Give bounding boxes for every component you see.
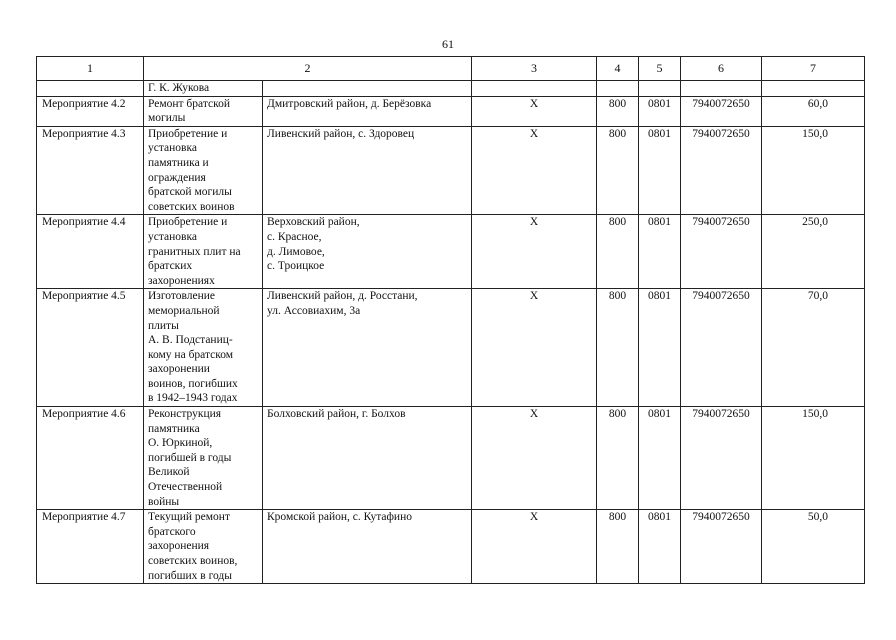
- text-line: Ливенский район, д. Росстани,: [267, 290, 418, 303]
- text-line: захоронениях: [148, 274, 215, 287]
- text-line: А. В. Подстаниц-: [148, 334, 233, 347]
- measure-id-cell: Мероприятие 4.4: [37, 215, 144, 289]
- page-number: 61: [442, 37, 454, 51]
- col6-cell: 7940072650: [681, 215, 762, 289]
- measure-id-cell: Мероприятие 4.6: [37, 407, 144, 510]
- text-line: Приобретение и: [148, 127, 228, 140]
- col5-cell: 0801: [639, 96, 681, 126]
- text-line: Ремонт братской: [148, 97, 231, 110]
- text-line: д. Лимовое,: [267, 245, 325, 258]
- text-line: Дмитровский район, д. Берёзовка: [267, 97, 432, 110]
- cont-cell-6: [681, 81, 762, 97]
- text-line: захоронения: [148, 540, 210, 553]
- text-line: Приобретение и: [148, 216, 228, 229]
- text-line: памятника: [148, 422, 200, 435]
- text-line: братских: [148, 260, 193, 273]
- text-line: захоронении: [148, 363, 210, 376]
- col6-cell: 7940072650: [681, 126, 762, 215]
- text-line: войны: [148, 495, 180, 508]
- measure-location-cell: [263, 510, 472, 584]
- text-line: с. Красное,: [267, 230, 322, 243]
- text-line: погибшей в годы: [148, 451, 232, 464]
- header-col-1: 1: [37, 57, 144, 81]
- table-row: [37, 510, 865, 584]
- text-line: ул. Ассовиахим, 3а: [267, 304, 361, 317]
- measure-location-cell: [263, 96, 472, 126]
- measure-id-cell: Мероприятие 4.3: [37, 126, 144, 215]
- col5-cell: 0801: [639, 510, 681, 584]
- header-col-7: 7: [762, 57, 865, 81]
- measure-location-cell: [263, 407, 472, 510]
- text-line: Болховский район, г. Болхов: [267, 408, 406, 421]
- text-line: памятника и: [148, 156, 209, 169]
- text-line: братского: [148, 525, 196, 538]
- text-line: кому на братском: [148, 348, 234, 361]
- measure-name-cell: [144, 289, 263, 407]
- measure-location-cell: [263, 289, 472, 407]
- amount-cell: 150,0: [762, 407, 865, 510]
- text-line: Текущий ремонт: [148, 511, 230, 524]
- text-line: ограждения: [148, 171, 206, 184]
- text-line: Отечественной: [148, 481, 223, 494]
- col5-cell: 0801: [639, 215, 681, 289]
- header-col-5: 5: [639, 57, 681, 81]
- col3-cell: Х: [472, 96, 597, 126]
- measures-table: [36, 56, 865, 584]
- col3-cell: Х: [472, 289, 597, 407]
- measure-location-cell: [263, 126, 472, 215]
- table-row: [37, 96, 865, 126]
- cont-cell-id: [37, 81, 144, 97]
- col6-cell: 7940072650: [681, 510, 762, 584]
- col4-cell: 800: [597, 96, 639, 126]
- col5-cell: 0801: [639, 289, 681, 407]
- header-col-4: 4: [597, 57, 639, 81]
- measure-location-cell: [263, 215, 472, 289]
- text-line: Верховский район,: [267, 216, 360, 229]
- measure-name-cell: [144, 407, 263, 510]
- header-col-3: 3: [472, 57, 597, 81]
- col3-cell: Х: [472, 126, 597, 215]
- cont-cell-4: [597, 81, 639, 97]
- text-line: Великой: [148, 466, 190, 479]
- text-line: Реконструкция: [148, 408, 222, 421]
- col4-cell: 800: [597, 407, 639, 510]
- cont-cell-location: [263, 81, 472, 97]
- text-line: О. Юркиной,: [148, 437, 213, 450]
- amount-cell: 60,0: [762, 96, 865, 126]
- measure-name-cell: [144, 215, 263, 289]
- measure-name-cell: [144, 126, 263, 215]
- text-line: установка: [148, 230, 197, 243]
- col4-cell: 800: [597, 289, 639, 407]
- text-line: могилы: [148, 112, 186, 125]
- col3-cell: Х: [472, 407, 597, 510]
- col6-cell: 7940072650: [681, 407, 762, 510]
- table-row: [37, 289, 865, 407]
- measure-id-cell: Мероприятие 4.7: [37, 510, 144, 584]
- text-line: мемориальной: [148, 304, 220, 317]
- col4-cell: 800: [597, 510, 639, 584]
- text-line: Изготовление: [148, 290, 216, 303]
- col3-cell: Х: [472, 510, 597, 584]
- text-line: Г. К. Жукова: [148, 82, 210, 94]
- cont-cell-7: [762, 81, 865, 97]
- text-line: с. Троицкое: [267, 260, 325, 273]
- cont-cell-3: [472, 81, 597, 97]
- cont-cell-name: [144, 81, 263, 97]
- col4-cell: 800: [597, 215, 639, 289]
- table-row: [37, 215, 865, 289]
- table-row: [37, 407, 865, 510]
- text-line: плиты: [148, 319, 179, 332]
- text-line: советских воинов: [148, 200, 235, 213]
- text-line: гранитных плит на: [148, 245, 241, 258]
- text-line: в 1942–1943 годах: [148, 392, 238, 405]
- amount-cell: 250,0: [762, 215, 865, 289]
- text-line: установка: [148, 142, 197, 155]
- text-line: братской могилы: [148, 186, 232, 199]
- measure-name-cell: [144, 510, 263, 584]
- col6-cell: 7940072650: [681, 289, 762, 407]
- col5-cell: 0801: [639, 407, 681, 510]
- cont-cell-5: [639, 81, 681, 97]
- amount-cell: 50,0: [762, 510, 865, 584]
- col5-cell: 0801: [639, 126, 681, 215]
- measure-id-cell: Мероприятие 4.2: [37, 96, 144, 126]
- text-line: Кромской район, с. Кутафино: [267, 511, 412, 524]
- header-row: [37, 57, 865, 81]
- text-line: воинов, погибших: [148, 377, 238, 390]
- table-row: [37, 126, 865, 215]
- amount-cell: 70,0: [762, 289, 865, 407]
- col6-cell: 7940072650: [681, 96, 762, 126]
- text-line: Ливенский район, с. Здоровец: [267, 127, 415, 140]
- text-line: советских воинов,: [148, 555, 238, 567]
- continuation-row: [37, 81, 865, 97]
- measure-id-cell: Мероприятие 4.5: [37, 289, 144, 407]
- header-col-2: 2: [144, 57, 472, 81]
- header-col-6: 6: [681, 57, 762, 81]
- amount-cell: 150,0: [762, 126, 865, 215]
- text-line: погибших в годы: [148, 569, 232, 582]
- col3-cell: Х: [472, 215, 597, 289]
- measure-name-cell: [144, 96, 263, 126]
- col4-cell: 800: [597, 126, 639, 215]
